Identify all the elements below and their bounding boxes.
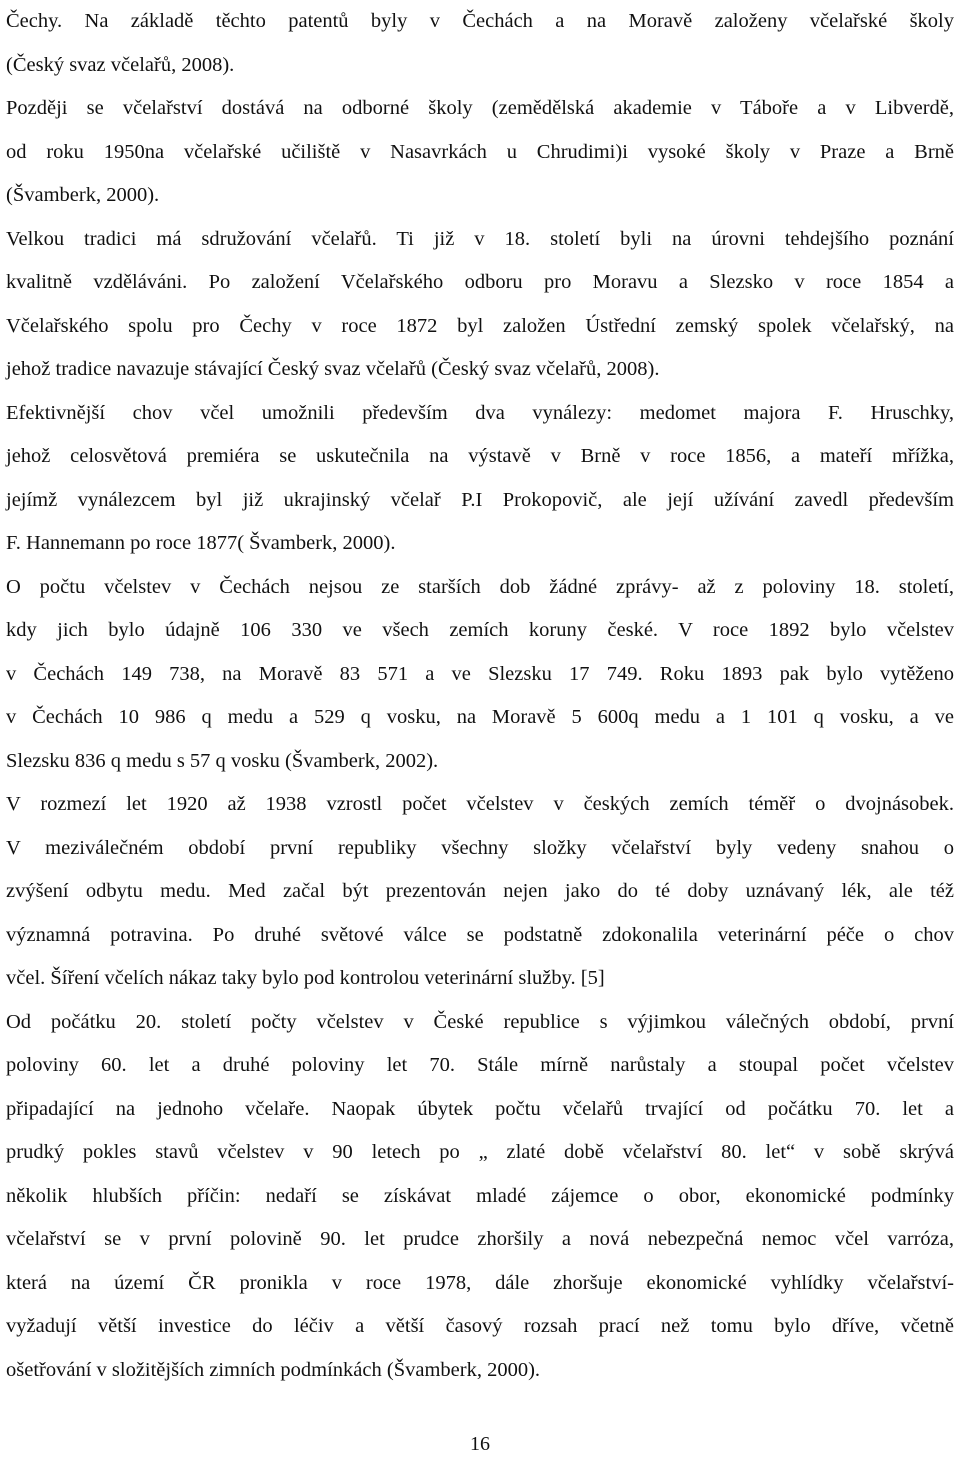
paragraph <box>6 392 954 566</box>
text-line: (Švamberk, 2000). <box>6 184 160 206</box>
text-line: v Čechách 149 738, na Moravě 83 571 a ve Slezsku 17 749. Roku 1893 pak bylo vytěženo <box>6 662 954 685</box>
text-line: významná potravina. Po druhé světové válce se podstatně zdokonalila veterinární péče o chov <box>6 923 954 946</box>
text-line: několik hlubších příčin: nedaří se získávat mladé zájemce o obor, ekonomické podmínky <box>6 1184 954 1207</box>
text-line: jehož tradice navazuje stávající Český svaz včelařů (Český svaz včelařů, 2008). <box>6 358 660 380</box>
paragraph <box>6 218 954 392</box>
text-line: připadající na jednoho včelaře. Naopak úbytek počtu včelařů trvající od počátku 70. let a <box>6 1097 954 1120</box>
text-line: Velkou tradici má sdružování včelařů. Ti již v 18. století byli na úrovni tehdejšího poznání <box>6 227 954 250</box>
paragraph <box>6 0 954 87</box>
text-line: Slezsku 836 q medu s 57 q vosku (Švamberk, 2002). <box>6 749 439 772</box>
paragraph <box>6 1001 954 1393</box>
text-line: jehož celosvětová premiéra se uskutečnila na výstavě v Brně v roce 1856, a mateří mřížka, <box>6 445 954 467</box>
text-line: ošetřování v složitějších zimních podmínkách (Švamberk, 2000). <box>6 1358 541 1381</box>
page-number: 16 <box>470 1433 490 1455</box>
document-body <box>6 0 954 1392</box>
text-line: V meziválečném období první republiky všechny složky včelařství byly vedeny snahou o <box>6 836 954 859</box>
paragraph <box>6 566 954 784</box>
text-line: Efektivnější chov včel umožnili především dva vynálezy: medomet majora F. Hruschky, <box>6 401 954 424</box>
text-line: kvalitně vzděláváni. Po založení Včelařského odboru pro Moravu a Slezsko v roce 1854 a <box>6 271 954 293</box>
text-line: F. Hannemann po roce 1877( Švamberk, 2000). <box>6 532 396 554</box>
text-line: od roku 1950na včelařské učiliště v Nasavrkách u Chrudimi)i vysoké školy v Praze a Brně <box>6 140 954 163</box>
paragraph <box>6 87 954 218</box>
text-line: prudký pokles stavů včelstev v 90 letech po „ zlaté době včelařství 80. let“ v sobě skrývá <box>6 1141 954 1163</box>
text-line: (Český svaz včelařů, 2008). <box>6 53 235 76</box>
text-line: O počtu včelstev v Čechách nejsou ze starších dob žádné zprávy- až z poloviny 18. století, <box>6 575 954 598</box>
text-line: jejímž vynálezcem byl již ukrajinský včelař P.I Prokopovič, ale její užívání zavedl především <box>6 488 954 511</box>
text-line: zvýšení odbytu medu. Med začal být prezentován nejen jako do té doby uznávaný lék, ale též <box>6 880 954 902</box>
text-line: Od počátku 20. století počty včelstev v České republice s výjimkou válečných období, první <box>6 1010 954 1033</box>
text-line: vyžadují větší investice do léčiv a větší časový rozsah prací než tomu bylo dříve, včetně <box>6 1315 954 1337</box>
text-line: Včelařského spolu pro Čechy v roce 1872 byl založen Ústřední zemský spolek včelařský, na <box>6 314 954 337</box>
text-line: V rozmezí let 1920 až 1938 vzrostl počet včelstev v českých zemích téměř o dvojnásobek. <box>6 793 954 815</box>
text-line: včel. Šíření včelích nákaz taky bylo pod kontrolou veterinární služby. [5] <box>6 967 605 989</box>
text-line: včelařství se v první polovině 90. let prudce zhoršily a nová nebezpečná nemoc včel varróza, <box>6 1228 954 1250</box>
text-line: Později se včelařství dostává na odborné školy (zemědělská akademie v Táboře a v Libverdě, <box>6 97 954 119</box>
text-line: kdy jich bylo údajně 106 330 ve všech zemích koruny české. V roce 1892 bylo včelstev <box>6 619 954 641</box>
text-line: která na území ČR pronikla v roce 1978, dále zhoršuje ekonomické vyhlídky včelařství- <box>6 1271 954 1294</box>
text-line: Čechy. Na základě těchto patentů byly v Čechách a na Moravě založeny včelařské školy <box>6 10 954 32</box>
text-line: poloviny 60. let a druhé poloviny let 70. Stále mírně narůstaly a stoupal počet včelstev <box>6 1054 954 1076</box>
paragraph <box>6 783 954 1001</box>
text-line: v Čechách 10 986 q medu a 529 q vosku, na Moravě 5 600q medu a 1 101 q vosku, a ve <box>6 706 954 728</box>
